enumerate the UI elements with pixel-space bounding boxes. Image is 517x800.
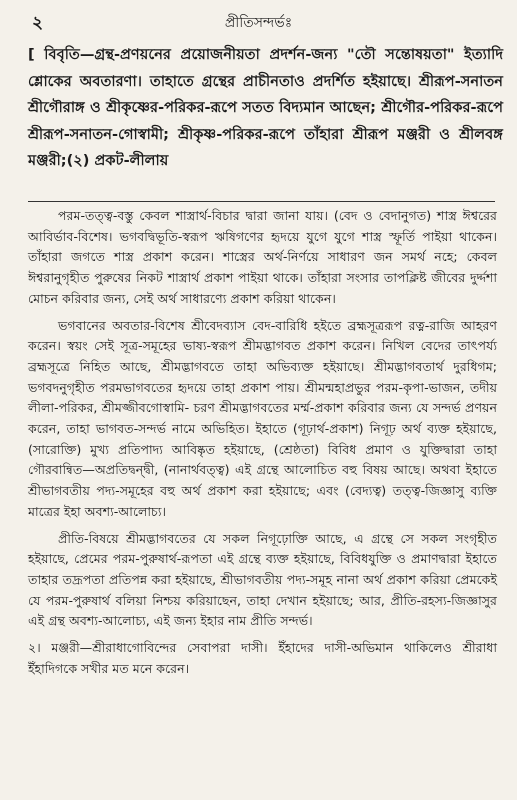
notes-paragraph-2: ভগবানের অবতার-বিশেষ শ্রীবেদব্যাস বেদ-বারিধি হইতে ব্রহ্মসূত্ররূপ রত্ন-রাজি আহরণ করেন। স্বয়ং সেই সূত্র-সমূহের ভাষ্য-স্বরূপ শ্রীমদ্ভাগবত প্রকাশ করেন। নিখিল বেদের তাৎপর্য্য ব্রহ্মসূত্রে নিহিত আছে, শ্রীমদ্ভাগবতে তাহা অভিব্যক্ত হইয়াছে। শ্রীমদ্ভাগবতার্থ দুরধিগম; ভগবদনুগৃহীত পরমভাগবতের হৃদয়ে তাহা প্রকাশ পায়। শ্রীমন্মহাপ্রভুর পরম-কৃপা-ভাজন, তদীয় লীলা-পরিকর, শ্রীমজ্জীবগোস্বামি- চরণ শ্রীমদ্ভাগবতের মর্ম্ম-প্রকাশ করিবার জন্য যে সন্দর্ভ প্রণয়ন করেন, তাহা ভাগবত-সন্দর্ভ নামে অভিহিত। ইহাতে (গূঢ়ার্থ-প্রকাশ) নিগূঢ় অর্থ ব্যক্ত হইয়াছে, (সারোক্তি) মুখ্য প্রতিপাদ্য আবিষ্কৃত হইয়াছে, (শ্রেষ্ঠতা) বিবিধ প্রমাণ ও যুক্তিদ্বারা তাহা গৌরবান্বিত—অপ্রতিদ্বন্দ্বী, (নানার্থবত্ত্ব) এই গ্রন্থে আলোচিত বহু বিষয় আছে। অথবা ইহাতে শ্রীভাগবতীয় পদ্য-সমূহের বহু অর্থ প্রকাশ করা হইয়াছে; এবং (বেদ্যত্ব) তত্ত্ব-জিজ্ঞাসু ব্যক্তি মাত্রের ইহা অবশ্য-আলোচ্য। (28, 317, 497, 519)
notes-section (28, 206, 497, 685)
running-title: প্রীতিসন্দর্ভঃ (224, 15, 293, 31)
commentary-block (28, 42, 503, 175)
footnote: ২। মঞ্জরী—শ্রীরাধাগোবিন্দের সেবাপরা দাসী। ইঁহাদের দাসী-অভিমান থাকিলেও শ্রীরাধা ইঁহাদিগকে সখীর মত মনে করেন। (28, 640, 497, 676)
notes-paragraph-1: পরম-তত্ত্ব-বস্তু কেবল শাস্ত্রার্থ-বিচার দ্বারা জানা যায়। (বেদ ও বেদানুগত) শাস্ত্র ঈশ্বরের আবির্ভাব-বিশেষ। ভগবদ্বিভূতি-স্বরূপ ঋষিগণের হৃদয়ে যুগে যুগে শাস্ত্র স্ফূর্তি পাইয়া থাকেন। তাঁহারা জগতে শাস্ত্র প্রকাশ করেন। শাস্ত্রের অর্থ-নির্ণয়ে সাধারণ জন সমর্থ নহে; কেবল ঈশ্বরানুগৃহীত পুরুষের নিকট শাস্ত্রার্থ প্রকাশ পাইয়া থাকে। তাঁহারা সংসার তাপক্লিষ্ট জীবের দুর্দ্দশা মোচন করিবার জন্য, সেই অর্থ সাধারণ্যে প্রকাশ করিয়া থাকেন। (28, 208, 497, 306)
page-number: ২ (32, 13, 44, 33)
notes-paragraph-3: প্রীতি-বিষয়ে শ্রীমদ্ভাগবতের যে সকল নিগূঢ়োক্তি আছে, এ গ্রন্থে সে সকল সংগৃহীত হইয়াছে, প্রেমের পরম-পুরুষার্থ-রূপতা এই গ্রন্থে ব্যক্ত হইয়াছে, বিবিধযুক্তি ও প্রমাণদ্বারা ইহাতে তাহার তদ্রূপতা প্রতিপন্ন করা হইয়াছে, শ্রীভাগবতীয় পদ্য-সমূহ নানা অর্থ প্রকাশ করিয়া প্রেমকেই যে পরম-পুরুষার্থ বলিয়া নিশ্চয় করিয়াছেন, তাহা দেখান হইয়াছে; আর, প্রীতি-রহস্য-জিজ্ঞাসুর এই গ্রন্থ অবশ্য-আলোচ্য, এই জন্য ইহার নাম প্রীতি সন্দর্ভ। (28, 530, 497, 629)
page-header (28, 8, 489, 34)
section-divider (28, 201, 495, 202)
commentary-paragraph: [ বিবৃতি—গ্রন্থ-প্রণয়নের প্রয়োজনীয়তা প্রদর্শন-জন্য "তৌ সন্তোষয়তা" ইত্যাদি শ্লোকের অবতারণা। তাহাতে গ্রন্থের প্রাচীনতাও প্রদর্শিত হইয়াছে। শ্রীরূপ-সনাতন শ্রীগৌরাঙ্গ ও শ্রীকৃষ্ণের-পরিকর-রূপে সতত বিদ্যমান আছেন; শ্রীগৌর-পরিকর-রূপে শ্রীরূপ-সনাতন-গোস্বামী; শ্রীকৃষ্ণ-পরিকর-রূপে তাঁহারা শ্রীরূপ মঞ্জরী ও শ্রীলবঙ্গ মঞ্জরী;(২) প্রকট-লীলায় (28, 46, 503, 169)
